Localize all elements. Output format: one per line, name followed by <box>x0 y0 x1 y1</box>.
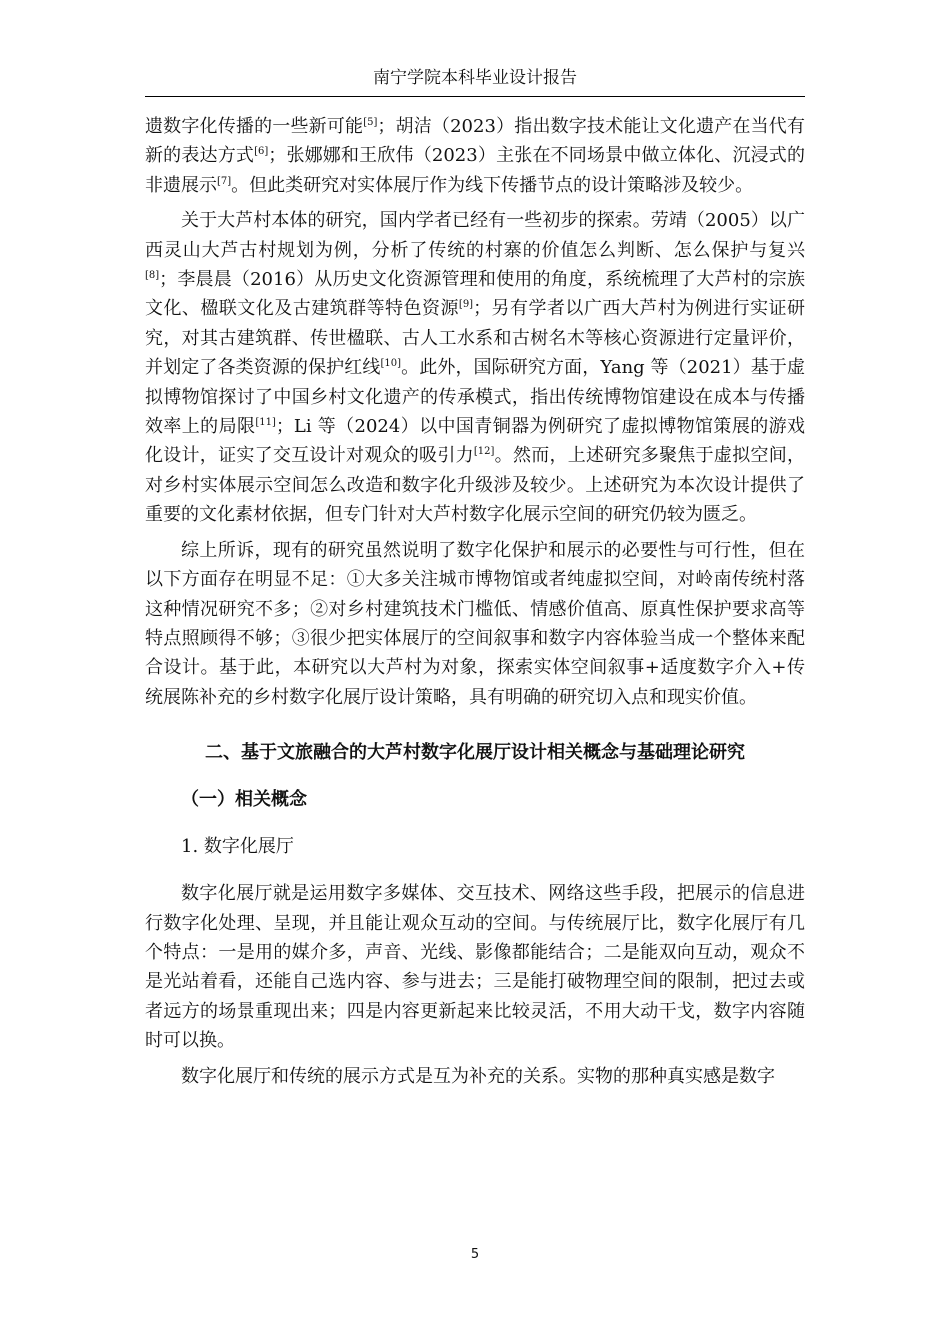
citation-ref: [6] <box>254 146 269 158</box>
citation-ref: [5] <box>363 117 378 128</box>
citation-ref: [10] <box>380 358 401 370</box>
text-run: ；Li 等（2024）以中国青铜器为例研究了虚拟博物馆策展的游戏化设计，证实了交互设计对观众的吸引力 <box>145 416 805 467</box>
text-run: 遗数字化传播的一些新可能 <box>145 116 364 137</box>
page-header <box>145 60 805 97</box>
paragraph <box>145 112 805 200</box>
paragraph <box>145 206 805 529</box>
header-title: 南宁学院本科毕业设计报告 <box>373 68 577 88</box>
citation-ref: [11] <box>255 417 276 429</box>
section-heading: 二、基于文旅融合的大芦村数字化展厅设计相关概念与基础理论研究 <box>205 742 745 764</box>
paragraph <box>145 536 805 712</box>
paragraph: 数字化展厅就是运用数字多媒体、交互技术、网络这些手段，把展示的信息进行数字化处理、呈现，并且能让观众互动的空间。与传统展厅比，数字化展厅有几个特点：一是用的媒介多，声音、光线、影像都能结合；二是能双向互动，观众不是光站着看，还能自己选内容、参与进去；三是能打破物理空间的限制，把过去或者远方的场景重现出来；四是内容更新起来比较灵活，不用大动干戈，数字内容随时可以换。 <box>145 883 805 1052</box>
text-run: 。此外，国际研究方面，Yang 等（2021）基于虚拟博物馆探讨了中国乡村文化遗产的传承模式，指出传统博物馆建设在成本与传播效率上的局限 <box>145 357 805 438</box>
citation-ref: [9] <box>458 299 474 311</box>
page-number: 5 <box>470 1247 480 1262</box>
text-run: 。但此类研究对实体展厅作为线下传播节点的设计策略涉及较少。 <box>231 174 754 196</box>
text-run: 关于大芦村本体的研究，国内学者已经有一些初步的探索。劳靖（2005）以广西灵山大芦古村规划为例，分析了传统的村寨的价值怎么判断、怎么保护与复兴 <box>145 210 805 261</box>
text-run: ；李晨晨（2016）从历史文化资源管理和使用的角度，系统梳理了大芦村的宗族文化、楹联文化及古建筑群等特色资源 <box>145 269 805 320</box>
body-text <box>145 112 805 1097</box>
text-run: ；胡洁（2023）指出数字技术能让文化遗产在当代有新的表达方式 <box>145 116 805 167</box>
paragraph: 数字化展厅和传统的展示方式是互为补充的关系。实物的那种真实感是数字 <box>181 1065 775 1087</box>
citation-ref: [7] <box>217 175 232 187</box>
item-heading: 1. 数字化展厅 <box>181 836 294 858</box>
text-run: ；另有学者以广西大芦村为例进行实证研究，对其古建筑群、传世楹联、古人工水系和古树名木等核心资源进行定量评价，并划定了各类资源的保护红线 <box>145 298 806 379</box>
text-run: ；张娜娜和王欣伟（2023）主张在不同场景中做立体化、沉浸式的非遗展示 <box>145 145 805 196</box>
text-run: 。然而，上述研究多聚焦于虚拟空间，对乡村实体展示空间怎么改造和数字化升级涉及较少。上述研究为本次设计提供了重要的文化素材依据，但专门针对大芦村数字化展示空间的研究仍较为匮乏。 <box>145 445 806 526</box>
citation-ref: [8] <box>145 270 160 282</box>
citation-ref: [12] <box>473 446 495 458</box>
text-run: 综上所诉，现有的研究虽然说明了数字化保护和展示的必要性与可行性，但在以下方面存在明显不足：①大多关注城市博物馆或者纯虚拟空间，对岭南传统村落这种情况研究不多；②对乡村建筑技术门槛低、情感价值高、原真性保护要求高等特点照顾得不够；③很少把实体展厅的空间叙事和数字内容体验当成一个整体来配合设计。基于此，本研究以大芦村为对象，探索实体空间叙事+适度数字介入+传统展陈补充的乡村数字化展厅设计策略，具有明确的研究切入点和现实价值。 <box>145 539 805 708</box>
subsection-heading: （一）相关概念 <box>181 789 307 811</box>
